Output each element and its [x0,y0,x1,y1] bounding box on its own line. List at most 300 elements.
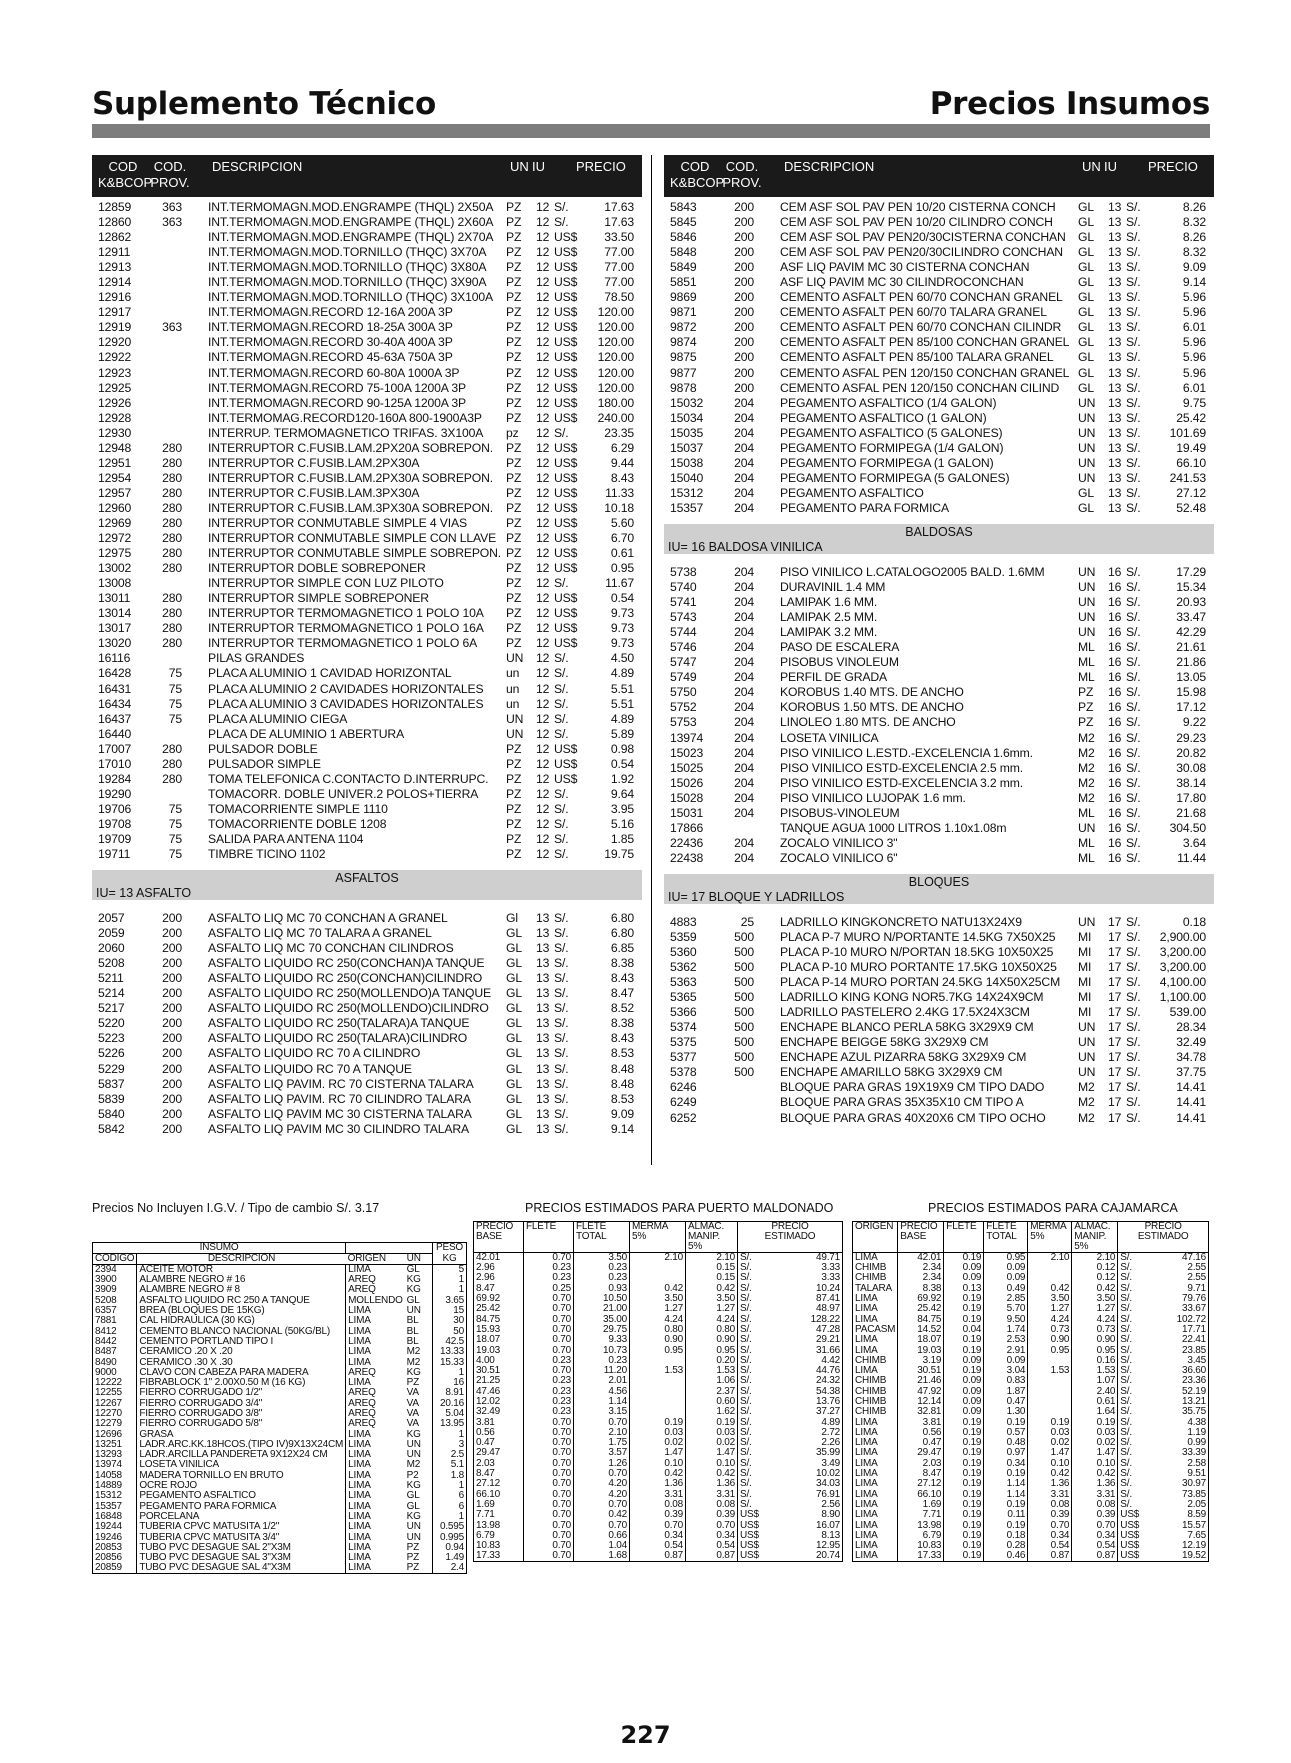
cell-precio: 8.43 [610,470,634,485]
cell-iu: 12 [536,847,550,862]
section-baldosas [664,524,1214,554]
cell-moneda: S/. [1126,715,1141,730]
table-row [92,682,642,697]
cell-unidad: ML [1078,640,1095,655]
cell-descripcion: PLACA P-10 MURO PORTANTE 17.5KG 10X50X25 [780,960,1057,975]
table-row [92,941,642,956]
cell-moneda: S/. [554,200,569,214]
cell-cod-prov: 75 [168,696,182,711]
cell-cod: 12919 [98,320,132,335]
cell-iu: 12 [536,380,550,395]
cell-moneda: S/. [1126,500,1141,515]
cell-flete: 0.70 [524,1541,574,1551]
cell-moneda: S/. [738,1304,781,1314]
cell-descripcion: INTERRUPTOR TERMOMAGNETICO 1 POLO 10A [208,606,484,621]
cell-descripcion: PEGAMENTO ASFALTICO (1 GALON) [780,410,987,425]
cell-iu: 17 [1108,1005,1122,1020]
cell-moneda: S/. [554,831,569,846]
table-row [92,727,642,742]
table-row [93,1419,467,1429]
cell-unidad: M2 [1078,775,1095,790]
cell-origen: CHIMB [853,1407,898,1417]
cell-moneda: S/. [1126,835,1141,850]
cell-almac: 0.61 [1072,1397,1118,1407]
cell-precio-base: 0.47 [474,1438,524,1448]
table-row [664,411,1214,426]
cell-merma [1028,1387,1072,1397]
cell-unidad: PZ [506,275,522,290]
table-row [664,821,1214,836]
cell-flete-total: 0.42 [574,1510,630,1520]
cell-descripcion: TOMA TELEFONICA C.CONTACTO D.INTERRUPC. [208,771,489,786]
table-row [474,1479,843,1489]
cell-precio-base: 32.81 [898,1407,944,1417]
cell-almac: 0.80 [686,1325,738,1335]
cell-precio: 5.96 [1182,290,1206,305]
table-row [664,305,1214,320]
cell-origen: LIMA [853,1541,898,1551]
cell-moneda: S/. [1118,1345,1155,1355]
cell-estimado: 9.51 [1187,1468,1206,1480]
cell-unidad: UN [1078,580,1096,595]
cell-cod-prov: 500 [734,1005,754,1020]
cell-unidad: PZ [506,215,522,230]
cell-origen: AREQ [346,1409,405,1419]
cell-moneda: S/. [1126,305,1141,320]
cell-estimado: 48.97 [815,1303,840,1315]
cell-descripcion: INTERRUPTOR SIMPLE SOBREPONER [208,591,429,606]
cell-moneda: S/. [738,1397,781,1407]
cell-descripcion: TUBERIA CPVC MATUSITA 1/2" [137,1522,346,1532]
cell-precio: 13.05 [1176,670,1206,685]
table-row [664,1095,1214,1110]
cell-flete-total: 0.19 [984,1520,1028,1530]
cell-unidad: GL [1078,290,1094,305]
cell-cod: 5837 [98,1076,125,1091]
cell-estimado: 12.95 [815,1540,840,1552]
table-row [853,1366,1209,1376]
table-row [664,761,1214,776]
cell-unidad: MI [1078,975,1092,990]
cell-unidad: GL [1078,335,1094,350]
table-row [664,200,1214,215]
cell-iu: 16 [1108,835,1122,850]
cell-unidad: M2 [1078,1080,1095,1095]
cell-merma: 4.24 [630,1314,686,1324]
cell-flete-total: 1.74 [984,1325,1028,1335]
cell-iu: 12 [536,305,550,320]
insumo-table [92,1242,467,1574]
table-row [92,576,642,591]
cell-cod: 13014 [98,606,132,621]
cell-moneda: S/. [1118,1314,1155,1324]
cell-cod: 9877 [670,365,697,380]
cell-origen: LIMA [853,1551,898,1562]
cell-flete: 0.19 [944,1510,984,1520]
cell-unidad: Gl [506,911,518,926]
section-asfaltos [92,870,642,900]
cell-almac: 0.12 [1072,1273,1118,1283]
cell-precio: 34.78 [1176,1050,1206,1065]
cell-precio: 9.73 [610,621,634,636]
table-row [853,1294,1209,1304]
cell-cod: 5360 [670,945,697,960]
cell-iu: 12 [536,621,550,636]
pm-merma-header: MERMA 5% [630,1222,686,1253]
cell-precio: 2,900.00 [1159,929,1206,944]
cell-cod-prov: 204 [734,564,754,579]
cell-almac: 3.31 [1072,1490,1118,1500]
cell-descripcion: INT.TERMOMAGN.RECORD 90-125A 1200A 3P [208,395,466,410]
cell-cod: 6246 [670,1080,697,1095]
table-row [92,215,642,230]
table-row [664,930,1214,945]
cell-unidad: MI [1078,1005,1092,1020]
table-row [664,230,1214,245]
cell-flete: 0.19 [944,1417,984,1427]
cell-flete: 0.19 [944,1335,984,1345]
cell-moneda: S/. [1118,1376,1155,1386]
cell-merma: 0.39 [630,1510,686,1520]
cell-descripcion: INTERRUPTOR C.FUSIB.LAM.3PX30A SOBREPON. [208,500,493,515]
cell-peso: 1.8 [433,1471,467,1481]
cell-flete-total: 0.48 [984,1438,1028,1448]
table-row [853,1541,1209,1551]
cell-precio-base: 18.07 [898,1335,944,1345]
cell-estimado: 29.21 [815,1334,840,1346]
cell-unidad: UN [1078,1020,1096,1035]
cell-precio: 9.75 [1182,395,1206,410]
cell-moneda: US$ [738,1520,781,1530]
cell-iu: 16 [1108,715,1122,730]
cell-moneda: US$ [1118,1551,1155,1562]
cell-moneda: S/. [1118,1263,1155,1273]
cell-flete: 0.70 [524,1366,574,1376]
cell-precio: 11.33 [605,485,634,500]
cell-almac: 3.31 [686,1490,738,1500]
cell-cod-prov: 204 [734,655,754,670]
cell-codigo: 12222 [93,1378,137,1388]
cell-unidad: GL [506,926,522,941]
cell-moneda: US$ [554,470,578,485]
cell-estimado: 0.99 [1187,1437,1206,1449]
cell-precio: 32.49 [1176,1035,1206,1050]
un-header: UN [405,1254,433,1265]
cell-iu: 13 [1108,320,1122,335]
section-title: Precios Insumos [929,86,1210,122]
cell-cod-prov: 204 [734,625,754,640]
cell-unidad: GL [506,1106,522,1121]
cell-peso: 5 [433,1265,467,1276]
cell-descripcion: INT.TERMOMAGN.RECORD 60-80A 1000A 3P [208,365,460,380]
table-row [92,606,642,621]
cell-flete: 0.09 [944,1387,984,1397]
cell-codigo: 5208 [93,1296,137,1306]
cell-cod-prov: 200 [162,1061,182,1076]
table-row [93,1522,467,1532]
cell-moneda: US$ [554,395,578,410]
cell-flete: 0.70 [524,1459,574,1469]
cell-moneda: S/. [1118,1397,1155,1407]
cell-iu: 13 [536,986,550,1001]
cell-descripcion: PLACA P-10 MURO N/PORTAN 18.5KG 10X50X25 [780,945,1054,960]
cell-un: KG [406,1274,421,1286]
table-row [474,1459,843,1469]
cell-moneda: S/. [1126,1080,1141,1095]
cell-precio-base: 19.03 [898,1345,944,1355]
cell-merma: 0.10 [1028,1459,1072,1469]
cell-descripcion: ASFALTO LIQUIDO RC 250(TALARA)CILINDRO [208,1031,468,1046]
cell-iu: 17 [1108,1035,1122,1050]
table-row [853,1387,1209,1397]
cell-descripcion: LAMIPAK 3.2 MM. [780,625,878,640]
cell-iu: 12 [536,726,550,741]
cell-codigo: 8412 [93,1326,137,1336]
cell-descripcion: PLACA P-14 MURO PORTAN 24.5KG 14X50X25CM [780,975,1061,990]
cell-cod-prov: 200 [734,320,754,335]
table-row [92,366,642,381]
cell-origen: LIMA [853,1520,898,1530]
cell-descripcion: ASFALTO LIQ MC 70 TALARA A GRANEL [208,926,432,941]
cell-unidad: MI [1078,929,1092,944]
cell-merma: 0.95 [1028,1345,1072,1355]
cell-iu: 12 [536,771,550,786]
cell-descripcion: ENCHAPE BEIGGE 58KG 3X29X9 CM [780,1035,989,1050]
cell-merma: 2.10 [1028,1253,1072,1264]
cell-un: GL [406,1500,420,1512]
cell-cod-prov: 280 [162,591,182,606]
cell-precio: 6.80 [610,926,634,941]
cell-unidad: PZ [506,741,522,756]
cell-unidad: M2 [1078,745,1095,760]
cell-unidad: PZ [506,380,522,395]
cell-precio: 6.85 [610,941,634,956]
table-row [664,565,1214,580]
cell-estimado: 76.91 [815,1488,840,1500]
cell-flete: 0.70 [524,1314,574,1324]
cell-peso: 5.1 [433,1460,467,1470]
cell-unidad: GL [1078,320,1094,335]
cell-unidad: PZ [506,847,522,862]
cell-cod-prov: 500 [734,929,754,944]
cell-codigo: 3900 [93,1275,137,1285]
cell-unidad: ML [1078,805,1095,820]
cell-almac: 0.34 [686,1531,738,1541]
cell-iu: 12 [536,230,550,245]
cell-moneda: US$ [738,1510,781,1520]
cell-cod: 5747 [670,655,697,670]
cell-unidad: UN [1078,1035,1096,1050]
cell-codigo: 19246 [93,1532,137,1542]
cell-cod-prov: 500 [734,1050,754,1065]
cell-unidad: PZ [506,621,522,636]
cell-moneda: S/. [1118,1325,1155,1335]
cell-merma: 0.03 [630,1428,686,1438]
cell-moneda: S/. [1126,335,1141,350]
cell-cod: 15026 [670,775,704,790]
cell-precio-base: 10.83 [898,1541,944,1551]
cell-merma: 0.10 [630,1459,686,1469]
cell-cod: 15037 [670,440,704,455]
cell-cod: 12926 [98,395,132,410]
cell-moneda: S/. [1118,1356,1155,1366]
cell-unidad: PZ [506,576,522,591]
cell-flete-total: 0.18 [984,1531,1028,1541]
cell-precio-base: 12.02 [474,1397,524,1407]
cell-moneda: S/. [554,941,569,956]
cell-precio-base: 2.34 [898,1263,944,1273]
cell-flete-total: 3.50 [574,1253,630,1264]
cell-iu: 13 [1108,230,1122,245]
cell-unidad: PZ [506,335,522,350]
cell-flete-total: 0.34 [984,1459,1028,1469]
cell-cod: 9871 [670,305,697,320]
cell-cod-prov: 204 [734,425,754,440]
cell-precio: 5.96 [1182,350,1206,365]
cell-origen: LIMA [346,1450,405,1460]
cell-origen: CHIMB [853,1356,898,1366]
cell-origen: LIMA [346,1265,405,1276]
cell-estimado: 87.41 [815,1293,840,1305]
cell-moneda: S/. [1126,455,1141,470]
cell-moneda: S/. [738,1500,781,1510]
cell-peso: 20.16 [433,1399,467,1409]
cell-cod-prov: 500 [734,960,754,975]
cell-flete-total: 35.00 [574,1314,630,1324]
table-row [92,757,642,772]
cell-origen: LIMA [853,1428,898,1438]
cell-cod: 16434 [98,696,132,711]
cell-unidad: GL [1078,380,1094,395]
cell-descripcion: INTERRUPTOR DOBLE SOBREPONER [208,561,426,576]
cell-cod-prov: 200 [162,1091,182,1106]
cell-estimado: 10.02 [815,1468,840,1480]
cell-precio-base: 47.46 [474,1387,524,1397]
cell-iu: 12 [536,350,550,365]
cell-precio: 15.98 [1176,685,1206,700]
cell-iu: 12 [536,455,550,470]
cell-iu: 16 [1108,655,1122,670]
cell-cod: 19709 [98,831,132,846]
cell-merma: 0.42 [630,1284,686,1294]
cell-estimado: 24.32 [815,1375,840,1387]
cell-iu: 13 [536,911,550,926]
cell-un: M2 [406,1459,421,1471]
cell-iu: 12 [536,440,550,455]
section-title-bloques: BLOQUES [908,874,970,889]
cell-unidad: UN [506,711,524,726]
cell-codigo: 20856 [93,1553,137,1563]
table-row [474,1551,843,1562]
cell-descripcion: ASFALTO LIQ PAVIM MC 30 CILINDRO TALARA [208,1121,469,1136]
cell-precio: 120.00 [597,380,634,395]
cell-flete-total: 0.47 [984,1397,1028,1407]
cell-flete: 0.70 [524,1428,574,1438]
cell-cod: 12925 [98,380,132,395]
cell-cod-prov: 75 [168,666,182,681]
cell-flete: 0.19 [944,1500,984,1510]
cell-flete: 0.23 [524,1376,574,1386]
cell-origen: AREQ [346,1285,405,1295]
table-row [664,456,1214,471]
cell-peso: 1 [433,1285,467,1295]
cell-iu: 13 [1108,380,1122,395]
header-un: UN [510,159,529,174]
table-row [664,486,1214,501]
table-row [92,546,642,561]
cell-precio: 20.93 [1176,595,1206,610]
cell-moneda: S/. [1126,1095,1141,1110]
cell-peso: 2.4 [433,1563,467,1574]
cell-estimado: 2.58 [1187,1457,1206,1469]
cell-precio: 6.70 [610,531,634,546]
cell-unidad: GL [1078,245,1094,260]
cell-cod-prov: 363 [162,200,182,214]
cell-moneda: S/. [1126,929,1141,944]
cell-un: GL [406,1294,420,1306]
table-row [92,456,642,471]
cell-iu: 16 [1108,820,1122,835]
cell-descripcion: FIERRO CORRUGADO 5/8" [137,1419,346,1429]
cell-moneda: S/. [1126,990,1141,1005]
cell-moneda: S/. [554,1076,569,1091]
cell-un: BL [406,1325,419,1337]
cell-descripcion: DURAVINIL 1.4 MM [780,580,886,595]
cell-descripcion: ALAMBRE NEGRO # 8 [137,1285,346,1295]
cell-cod-prov: 500 [734,945,754,960]
table-row [664,350,1214,365]
cell-moneda: S/. [738,1407,781,1417]
cell-moneda: S/. [1126,1035,1141,1050]
cell-descripcion: INT.TERMOMAGN.MOD.ENGRAMPE (THQL) 2X70A [208,230,494,245]
cell-precio: 17.29 [1176,564,1206,579]
cell-cod-prov: 500 [734,975,754,990]
cell-estimado: 36.60 [1181,1365,1206,1377]
cell-iu: 12 [536,606,550,621]
table-row [664,320,1214,335]
cell-precio: 0.54 [610,756,634,771]
cell-unidad: GL [506,1091,522,1106]
cell-almac: 0.12 [1072,1263,1118,1273]
cell-moneda: S/. [738,1335,781,1345]
header-iu: IU [1104,159,1117,174]
cell-descripcion: CEM ASF SOL PAV PEN 10/20 CISTERNA CONCH [780,200,1056,214]
cell-cod: 12954 [98,470,132,485]
table-row [92,471,642,486]
cell-moneda: S/. [738,1387,781,1397]
cell-estimado: 54.38 [815,1385,840,1397]
cell-estimado: 2.55 [1187,1262,1206,1274]
cell-flete-total: 2.01 [574,1376,630,1386]
cell-moneda: S/. [1126,410,1141,425]
cell-unidad: M2 [1078,730,1095,745]
table-row [474,1397,843,1407]
cell-iu: 12 [536,681,550,696]
cell-precio-base: 32.49 [474,1407,524,1417]
cell-moneda: US$ [554,410,578,425]
left-rows-asfaltos [92,911,642,1137]
table-row [664,1005,1214,1020]
cell-precio: 8.48 [610,1061,634,1076]
cell-almac: 0.95 [686,1345,738,1355]
cell-origen: CHIMB [853,1387,898,1397]
table-row [664,975,1214,990]
cell-cod-prov: 200 [734,365,754,380]
cell-cod-prov: 200 [734,215,754,230]
cell-precio: 0.54 [610,591,634,606]
cell-iu: 17 [1108,960,1122,975]
cell-codigo: 12255 [93,1388,137,1398]
